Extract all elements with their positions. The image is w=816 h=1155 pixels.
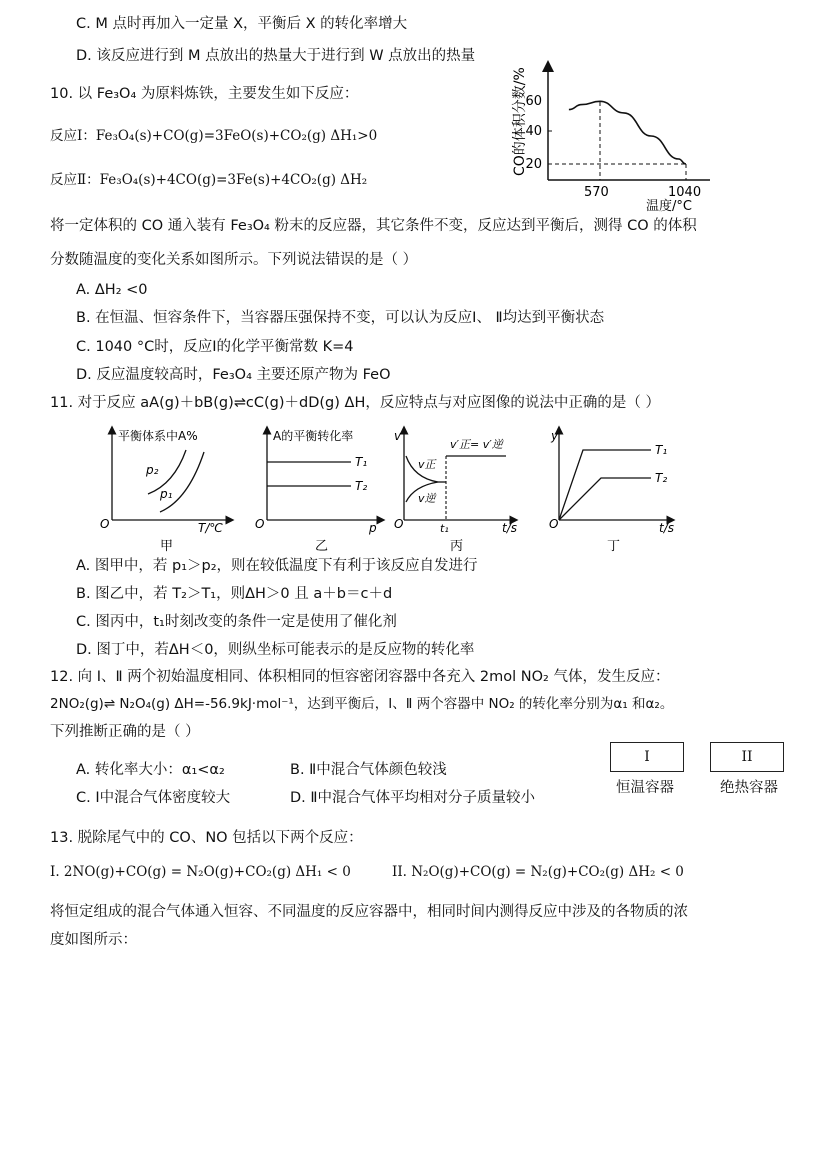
fig-yi-x-label: p [369,521,377,535]
fig-bing-x-label: t/s [502,521,517,535]
q12-option-d: D. Ⅱ中混合气体平均相对分子质量较小 [290,790,536,806]
fig-jia-origin: O [100,517,110,531]
q10-option-a: A. ΔH₂ <0 [76,282,148,298]
fig-jia [100,428,230,554]
q11-option-a: A. 图甲中，若 p₁＞p₂，则在较低温度下有利于该反应自发进行 [76,558,478,574]
fig-ding-y-label: y [551,429,559,443]
q10-ytick-60: 60 [525,94,542,109]
fig-yi-label-t1: T₁ [355,455,368,469]
fig-ding-line-t1 [559,450,651,520]
fig-bing [394,429,517,554]
q11-figures [90,422,730,557]
fig-bing-caption: 丙 [450,539,464,554]
q12-option-b: B. Ⅱ中混合气体颜色较浅 [290,762,447,778]
fig-jia-label-p2: p₂ [146,463,159,477]
q10-ytick-40: 40 [525,124,542,139]
q10-option-c: C. 1040 °C时，反应Ⅰ的化学平衡常数 K=4 [76,339,354,355]
q12-option-a: A. 转化率大小：α₁<α₂ [76,762,225,778]
q12-stem-2: 2NO₂(g)⇌ N₂O₄(g) ΔH=-56.9kJ·mol⁻¹，达到平衡后，Ⅰ、Ⅱ 两个容器中 NO₂ 的转化率分别为α₁ 和α₂。 [50,696,674,712]
fig-yi-caption: 乙 [315,539,329,554]
q10-x-label: 温度/°C [646,199,692,214]
fig-ding-x-label: t/s [659,521,674,535]
q11-option-d: D. 图丁中，若ΔH＜0，则纵坐标可能表示的是反应物的转化率 [76,642,475,658]
fig-ding-origin: O [549,517,559,531]
q13-reaction-2: II. N₂O(g)+CO(g) = N₂(g)+CO₂(g) ΔH₂ < 0 [392,864,684,880]
fig-yi-label-t2: T₂ [355,479,368,493]
fig-jia-label-p1: p₁ [160,487,173,501]
q10-option-b: B. 在恒温、恒容条件下，当容器压强保持不变，可以认为反应Ⅰ、 Ⅱ均达到平衡状态 [76,310,605,326]
q9-option-d: D. 该反应进行到 M 点放出的热量大于进行到 W 点放出的热量 [76,48,476,64]
fig-ding-caption: 丁 [607,539,621,554]
q13-body-2: 度如图所示： [50,932,137,948]
fig-bing-y-label: v [394,429,402,443]
q10-y-label: CO的体积分数/% [512,67,528,176]
q9-option-c: C. M 点时再加入一定量 X，平衡后 X 的转化率增大 [76,16,408,32]
fig-ding-line-t2 [559,478,651,520]
fig-yi [255,428,381,554]
q10-xtick-570: 570 [584,185,609,200]
q12-container-1-label: 恒温容器 [616,780,674,796]
q10-ytick-20: 20 [525,157,542,172]
fig-jia-y-label: 平衡体系中A% [118,429,198,443]
q12-stem-1: 12. 向 Ⅰ、Ⅱ 两个初始温度相同、体积相同的恒容密闭容器中各充入 2mol NO₂ 气体，发生反应： [50,669,670,685]
fig-yi-origin: O [255,517,265,531]
fig-yi-y-label: A的平衡转化率 [273,429,354,443]
fig-bing-label-eq: v′正= v′逆 [450,438,503,451]
q10-chart [500,58,720,216]
q10-xtick-1040: 1040 [668,185,702,200]
fig-bing-label-vrev: v逆 [418,492,436,505]
q10-reaction-2: 反应Ⅱ：Fe₃O₄(s)+4CO(g)=3Fe(s)+4CO₂(g) ΔH₂ [50,172,368,188]
fig-bing-origin: O [394,517,404,531]
fig-jia-caption: 甲 [160,539,174,554]
q10-stem: 10. 以 Fe₃O₄ 为原料炼铁，主要发生如下反应： [50,86,359,102]
q13-body-1: 将恒定组成的混合气体通入恒容、不同温度的反应容器中，相同时间内测得反应中涉及的各物质的浓 [50,904,688,920]
q11-option-c: C. 图丙中，t₁时刻改变的条件一定是使用了催化剂 [76,614,397,630]
fig-bing-label-vfwd: v正 [418,458,436,471]
fig-bing-label-t1: t₁ [440,522,449,535]
q10-option-d: D. 反应温度较高时，Fe₃O₄ 主要还原产物为 FeO [76,367,391,383]
q12-stem-3: 下列推断正确的是（ ） [50,724,200,740]
fig-jia-x-label: T/℃ [198,521,223,535]
fig-ding [549,429,674,554]
q11-option-b: B. 图乙中，若 T₂＞T₁，则ΔH＞0 且 a＋b＝c＋d [76,586,393,602]
q13-reaction-1: I. 2NO(g)+CO(g) = N₂O(g)+CO₂(g) ΔH₁ < 0 [50,864,351,880]
q13-stem: 13. 脱除尾气中的 CO、NO 包括以下两个反应： [50,830,363,846]
fig-ding-label-t2: T₂ [655,471,668,485]
fig-ding-label-t1: T₁ [655,443,668,457]
q12-option-c: C. Ⅰ中混合气体密度较大 [76,790,231,806]
q10-body-1: 将一定体积的 CO 通入装有 Fe₃O₄ 粉末的反应器，其它条件不变，反应达到平衡后，测得 CO 的体积 [50,218,697,234]
q12-container-2-box: II [710,742,784,772]
q10-reaction-1: 反应Ⅰ：Fe₃O₄(s)+CO(g)=3FeO(s)+CO₂(g) ΔH₁>0 [50,128,378,144]
q12-container-1-box: I [610,742,684,772]
q10-co-curve [569,101,686,164]
q11-stem: 11. 对于反应 aA(g)＋bB(g)⇌cC(g)＋dD(g) ΔH，反应特点与对应图像的说法中正确的是（ ） [50,395,660,411]
q10-body-2: 分数随温度的变化关系如图所示。下列说法错误的是（ ） [50,252,418,268]
q12-container-2-label: 绝热容器 [720,780,778,796]
